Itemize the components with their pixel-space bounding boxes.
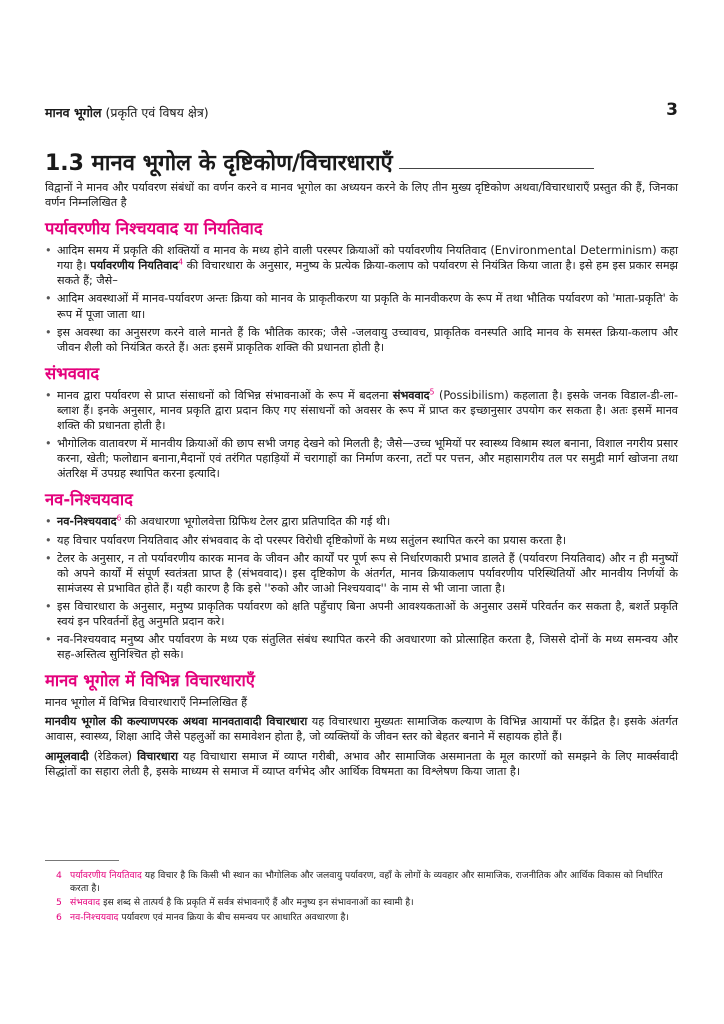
term-bold: विचारधारा [137, 749, 179, 763]
chapter-rule [399, 168, 594, 169]
footnote-text: यह विचार है कि किसी भी स्थान का भौगोलिक और जलवायु पर्यावरण, वहाँ के लोगों के व्यवहार और सामाजिक, राजनीतिक और आर्थिक विकास को निर्धारित करता है। [70, 870, 663, 894]
footnote-term: पर्यावरणीय नियतिवाद [70, 870, 142, 881]
footnote-number: 5 [56, 897, 62, 909]
running-header-bold: मानव भूगोल [45, 105, 102, 120]
footnote-6 [56, 912, 676, 925]
list-item: • इस अवस्था का अनुसरण करने वाले मानते हैं कि भौतिक कारक; जैसे -जलवायु उच्चावच, प्राकृतिक वनस्पति आदि मानव के समस्त क्रिया-कलाप और जीवन शैली को नियंत्रित करते हैं। अतः इसमें प्राकृतिक शक्ति की प्रधानता होती है। [45, 325, 678, 355]
footnote-divider [45, 860, 119, 861]
footnote-ref[interactable]: 6 [116, 513, 122, 523]
footnote-term: नव-निश्चयवाद [70, 911, 119, 923]
neo-determinism-list [45, 514, 678, 662]
intro-paragraph: विद्वानों ने मानव और पर्यावरण संबंधों का वर्णन करने व मानव भूगोल का अध्ययन करने के लिए तीन मुख्य दृष्टिकोण अथवा/विचारधाराएँ प्रस्तुत की हैं, जिनका वर्णन निम्नलिखित है [45, 181, 678, 210]
footnote-5 [56, 897, 676, 910]
list-item: • भौगोलिक वातावरण में मानवीय क्रियाओं की छाप सभी जगह देखने को मिलती है; जैसे—उच्च भूमियों पर स्वास्थ्य विश्राम स्थल बनाना, विशाल नगरीय प्रसार करना, खेती; फलोद्यान बनाना,मैदानों एवं तरंगित पहाड़ियों में चरागाहों का निर्माण करना, तटों पर पत्तन, और महासागरीय तल पर समुद्री मार्ग खोजना तथा अंतरिक्ष में उपग्रह स्थापित करना इत्यादि। [45, 436, 678, 481]
footnote-ref[interactable]: 5 [429, 387, 435, 397]
term-bold: संभववाद [392, 388, 430, 402]
schools-intro: मानव भूगोल में विभिन्न विचारधाराएँ निम्नलिखित हैं [45, 696, 248, 710]
section-heading-possibilism: संभववाद [45, 363, 100, 383]
footnote-text: पर्यावरण एवं मानव क्रिया के बीच समन्वय पर आधारित अवधारणा है। [118, 911, 349, 923]
term-bold: पर्यावरणीय नियतिवाद [90, 259, 179, 273]
running-header-rest: (प्रकृति एवं विषय क्षेत्र) [101, 105, 209, 120]
term-bold: आमूलवादी [45, 749, 89, 763]
list-item: • आदिम समय में प्रकृति की शक्तियों व मानव के मध्य होने वाली परस्पर क्रियाओं को पर्यावरणीय नियतिवाद (Environmental Determinism) कहा गया है। पर्यावरणीय नियतिवाद$^4$ की विचारधारा के अनुसार, मनुष्य के प्रत्येक क्रिया-कलाप को पर्यावरण से नियंत्रित किया जाता है। इसे हम इस प्रकार समझ सकते हैं; जैसे– [45, 243, 678, 288]
radical-school-paragraph: आमूलवादी (रेडिकल) विचारधारा यह विचाधारा समाज में व्याप्त गरीबी, अभाव और सामाजिक असमानता के मूल कारणों को समझने के लिए मार्क्सवादी सिद्धांतों का सहारा लेती है, इसके माध्यम से समाज में व्याप्त वर्गभेद और आर्थिक विषमता का विश्लेषण किया जाता है। [45, 749, 679, 778]
list-item: • आदिम अवस्थाओं में मानव-पर्यावरण अन्तः क्रिया को मानव के प्राकृतीकरण या प्रकृति के मानवीकरण के रूप में तथा भौतिक पर्यावरण को 'माता-प्रकृति' के रूप में पूजा जाता था। [45, 291, 678, 321]
section-heading-determinism: पर्यावरणीय निश्चयवाद या नियतिवाद [45, 219, 263, 239]
main-content [45, 180, 678, 783]
list-item: • नव-निश्चयवाद मनुष्य और पर्यावरण के मध्य एक संतुलित संबंध स्थापित करने की अवधारणा को प्रोत्साहित करता है, जिससे दोनों के मध्य समन्वय और सह-अस्तित्व सुनिश्चित हो सके। [45, 632, 678, 662]
section-heading-schools-of-thought: मानव भूगोल में विभिन्न विचारधाराएँ [45, 671, 255, 691]
list-item: • नव-निश्चयवाद$^6$ की अवधारणा भूगोलवेत्ता ग्रिफिथ टेलर द्वारा प्रतिपादित की गई थी। [45, 514, 678, 529]
list-item: • मानव द्वारा पर्यावरण से प्राप्त संसाधनों को विभिन्न संभावनाओं के रूप में बदलना संभववाद$^5$ (Possibilism) कहलाता है। इसके जनक विडाल-डी-ला-ब्लाश हैं। इनके अनुसार, मानव प्रकृति द्वारा प्रदान किए गए संसाधनों को अवसर के रूप में प्राप्त कर इच्छानुसार उपयोग कर सकता है। अतः इसमें मानव शक्ति की प्रधानता होती है। [45, 388, 678, 433]
list-item: • यह विचार पर्यावरण नियतिवाद और संभववाद के दो परस्पर विरोधी दृष्टिकोणों के मध्य सतुंलन स्थापित करने का प्रयास करता है। [45, 533, 678, 548]
list-item: • टेलर के अनुसार, न तो पर्यावरणीय कारक मानव के जीवन और कार्यों पर पूर्ण रूप से निर्धारणकारी प्रभाव डालते हैं (पर्यावरण नियतिवाद) और न ही मनुष्यों को अपने कार्यों में संपूर्ण स्वतंत्रता प्राप्त है (संभववाद)। इस दृष्टिकोण के अंतर्गत, मानव क्रियाकलाप पर्यावरणीय परिस्थितियों और मानवीय निर्णयों के सामंजस्य से प्रभावित होते हैं। यही कारण है कि इसे ''रुको और जाओ निश्चयवाद'' के नाम से भी जाना जाता है। [45, 551, 678, 596]
footnote-4 [56, 870, 676, 895]
running-header [45, 104, 209, 121]
footnotes [56, 870, 676, 926]
chapter-heading [45, 147, 685, 177]
possibilism-list [45, 388, 678, 482]
term-bold: नव-निश्चयवाद [57, 515, 117, 529]
footnote-term: संभववाद [70, 897, 101, 909]
chapter-title: 1.3 मानव भूगोल के दृष्टिकोण/विचारधाराएँ [45, 151, 393, 176]
footnote-ref[interactable]: 4 [178, 257, 183, 267]
footnote-number: 4 [56, 870, 62, 881]
determinism-list [45, 243, 678, 355]
welfare-school-paragraph: मानवीय भूगोल की कल्याणपरक अथवा मानवतावादी विचारधारा यह विचारधारा मुख्यतः सामाजिक कल्याण के विभिन्न आयामों पर केंद्रित है। इसके अंतर्गत आवास, स्वास्थ्य, शिक्षा आदि जैसे पहलुओं का समावेशन होता है, जो व्यक्तियों के जीवन स्तर को बेहतर बनाने में सहायक होते हैं। [45, 715, 678, 744]
page-number: 3 [666, 100, 678, 120]
section-heading-neo-determinism: नव-निश्चयवाद [45, 490, 133, 510]
term-bold: मानवीय भूगोल की कल्याणपरक अथवा मानवतावादी विचारधारा [45, 715, 308, 729]
footnote-number: 6 [56, 911, 62, 923]
footnote-text: इस शब्द से तात्पर्य है कि प्रकृति में सर्वत्र संभावनाएँ हैं और मनुष्य इन संभावनाओं का स्वामी है। [100, 897, 414, 909]
list-item: • इस विचारधारा के अनुसार, मनुष्य प्राकृतिक पर्यावरण को क्षति पहुँचाए बिना अपनी आवश्यकताओं के अनुसार उसमें परिवर्तन कर सकता है, बशर्ते प्रकृति स्वयं इन परिवर्तनों हेतु अनुमति प्रदान करे। [45, 599, 678, 629]
